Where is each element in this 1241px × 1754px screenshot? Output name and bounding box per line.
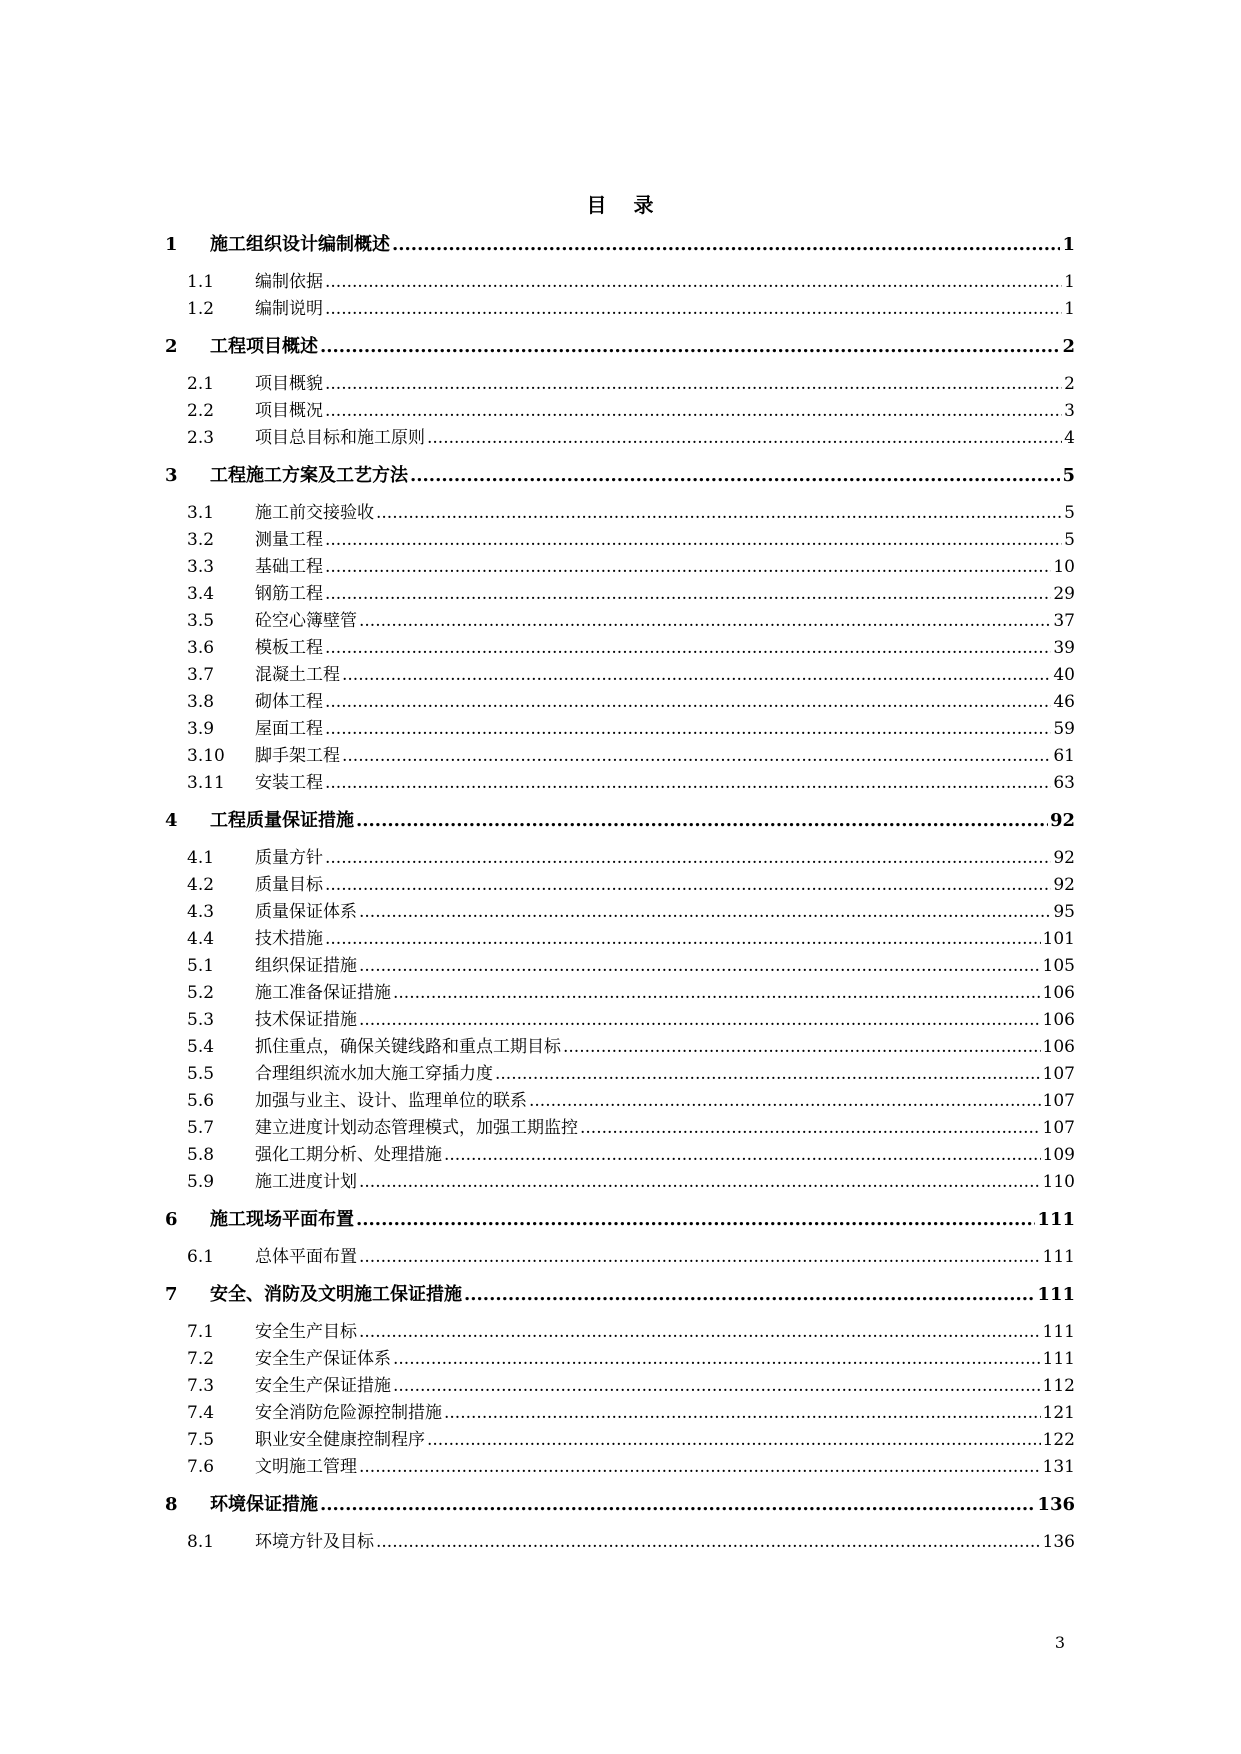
toc-entry-page-number: 122 [1042, 1430, 1075, 1450]
toc-section-entry[interactable] [187, 845, 1075, 872]
toc-entry-title: 钢筋工程 [255, 584, 323, 604]
toc-entry-number: 6.1 [187, 1247, 215, 1267]
toc-entry-number: 3.3 [187, 557, 215, 577]
toc-entry-page-number: 95 [1053, 902, 1075, 922]
toc-title-char-2: 录 [633, 193, 655, 217]
toc-leader-dots [325, 926, 1041, 953]
toc-entry-number: 4.3 [187, 902, 215, 922]
toc-entry-title: 混凝土工程 [255, 665, 340, 685]
toc-entry-number: 7.6 [187, 1457, 215, 1477]
toc-entry-title: 编制依据 [255, 272, 323, 292]
toc-leader-dots [325, 635, 1051, 662]
toc-leader-dots [427, 1427, 1041, 1454]
toc-leader-dots [427, 425, 1062, 452]
toc-leader-dots [359, 1007, 1041, 1034]
toc-entry-page-number: 92 [1053, 848, 1075, 868]
toc-section-entry[interactable] [187, 1061, 1075, 1088]
toc-section-entry[interactable] [187, 1529, 1075, 1556]
toc-entry-page-number: 107 [1042, 1118, 1075, 1138]
toc-entry-title: 安全生产保证体系 [255, 1349, 391, 1369]
toc-entry-title: 施工前交接验收 [255, 503, 374, 523]
toc-entry-title: 环境方针及目标 [255, 1532, 374, 1552]
toc-section-entry[interactable] [187, 398, 1075, 425]
toc-leader-dots [393, 1373, 1041, 1400]
toc-entry-page-number: 107 [1042, 1091, 1075, 1111]
toc-leader-dots [356, 1205, 1035, 1235]
toc-section-entry[interactable] [187, 425, 1075, 452]
toc-entry-page-number: 5 [1064, 503, 1075, 523]
toc-entry-page-number: 61 [1053, 746, 1075, 766]
toc-entry-title: 质量方针 [255, 848, 323, 868]
toc-leader-dots [325, 845, 1051, 872]
toc-section-entry[interactable] [187, 1373, 1075, 1400]
toc-entry-page-number: 101 [1042, 929, 1075, 949]
toc-leader-dots [325, 398, 1062, 425]
toc-entry-page-number: 136 [1042, 1532, 1075, 1552]
toc-section-entry[interactable] [187, 1427, 1075, 1454]
toc-entry-title: 模板工程 [255, 638, 323, 658]
toc-title [0, 190, 1241, 220]
toc-entry-number: 5.9 [187, 1172, 215, 1192]
toc-entry-page-number: 111 [1042, 1322, 1075, 1342]
toc-leader-dots [392, 230, 1060, 260]
toc-entry-title: 安全消防危险源控制措施 [255, 1403, 442, 1423]
toc-entry-page-number: 59 [1053, 719, 1075, 739]
toc-entry-title: 安装工程 [255, 773, 323, 793]
toc-entry-number: 2.3 [187, 428, 215, 448]
toc-leader-dots [325, 296, 1062, 323]
toc-leader-dots [325, 554, 1051, 581]
toc-entry-number: 4.4 [187, 929, 215, 949]
toc-leader-dots [393, 1346, 1041, 1373]
toc-section-entry[interactable] [187, 716, 1075, 743]
toc-entry-title: 施工准备保证措施 [255, 983, 391, 1003]
toc-section-entry[interactable] [187, 1142, 1075, 1169]
toc-chapter-entry[interactable] [165, 1205, 1075, 1235]
toc-leader-dots [320, 332, 1060, 362]
toc-section-entry[interactable] [187, 1034, 1075, 1061]
toc-entry-number: 2 [165, 336, 178, 357]
toc-section-entry[interactable] [187, 899, 1075, 926]
toc-entry-number: 8 [165, 1494, 178, 1515]
toc-leader-dots [444, 1400, 1041, 1427]
toc-section-entry[interactable] [187, 1346, 1075, 1373]
toc-section-entry[interactable] [187, 1400, 1075, 1427]
toc-entry-title: 加强与业主、设计、监理单位的联系 [255, 1091, 527, 1111]
toc-entry-title: 工程施工方案及工艺方法 [210, 465, 408, 486]
toc-leader-dots [342, 743, 1051, 770]
toc-leader-dots [444, 1142, 1041, 1169]
toc-leader-dots [529, 1088, 1041, 1115]
toc-entry-title: 抓住重点，确保关键线路和重点工期目标 [255, 1037, 561, 1057]
toc-entry-title: 施工组织设计编制概述 [210, 234, 390, 255]
toc-entry-page-number: 63 [1053, 773, 1075, 793]
toc-entry-page-number: 2 [1064, 374, 1075, 394]
toc-section-entry[interactable] [187, 554, 1075, 581]
toc-section-entry[interactable] [187, 743, 1075, 770]
toc-section-entry[interactable] [187, 1319, 1075, 1346]
toc-entry-title: 总体平面布置 [255, 1247, 357, 1267]
toc-entry-title: 组织保证措施 [255, 956, 357, 976]
toc-entry-title: 施工现场平面布置 [210, 1209, 354, 1230]
toc-entry-page-number: 29 [1053, 584, 1075, 604]
toc-section-entry[interactable] [187, 953, 1075, 980]
toc-entry-page-number: 10 [1053, 557, 1075, 577]
toc-entry-number: 3 [165, 465, 178, 486]
toc-entry-title: 强化工期分析、处理措施 [255, 1145, 442, 1165]
toc-section-entry[interactable] [187, 689, 1075, 716]
toc-entry-title: 工程质量保证措施 [210, 810, 354, 831]
toc-entry-number: 6 [165, 1209, 178, 1230]
toc-entry-title: 文明施工管理 [255, 1457, 357, 1477]
toc-entry-number: 5.5 [187, 1064, 215, 1084]
toc-entry-number: 5.2 [187, 983, 215, 1003]
toc-entry-number: 3.4 [187, 584, 215, 604]
toc-entry-title: 建立进度计划动态管理模式，加强工期监控 [255, 1118, 578, 1138]
toc-entry-page-number: 136 [1037, 1494, 1075, 1515]
toc-entry-title: 项目概况 [255, 401, 323, 421]
toc-entry-number: 4.2 [187, 875, 215, 895]
toc-entry-number: 7.4 [187, 1403, 215, 1423]
toc-entry-number: 3.6 [187, 638, 215, 658]
toc-entry-title: 环境保证措施 [210, 1494, 318, 1515]
toc-leader-dots [325, 716, 1051, 743]
toc-entry-page-number: 131 [1042, 1457, 1075, 1477]
toc-entry-page-number: 46 [1053, 692, 1075, 712]
toc-entry-title: 技术措施 [255, 929, 323, 949]
toc-section-entry[interactable] [187, 1115, 1075, 1142]
toc-chapter-entry[interactable] [165, 1490, 1075, 1520]
toc-leader-dots [359, 899, 1051, 926]
toc-entry-title: 安全、消防及文明施工保证措施 [210, 1284, 462, 1305]
toc-entry-page-number: 110 [1042, 1172, 1075, 1192]
toc-section-entry[interactable] [187, 1088, 1075, 1115]
toc-entry-page-number: 111 [1042, 1349, 1075, 1369]
toc-entry-page-number: 111 [1042, 1247, 1075, 1267]
toc-entry-title: 工程项目概述 [210, 336, 318, 357]
toc-section-entry[interactable] [187, 500, 1075, 527]
toc-entry-number: 7.5 [187, 1430, 215, 1450]
toc-section-entry[interactable] [187, 1454, 1075, 1481]
toc-entry-number: 2.1 [187, 374, 215, 394]
toc-entry-number: 5.3 [187, 1010, 215, 1030]
toc-entry-page-number: 1 [1064, 272, 1075, 292]
toc-leader-dots [376, 1529, 1041, 1556]
toc-entry-page-number: 1 [1062, 234, 1075, 255]
toc-leader-dots [356, 806, 1048, 836]
toc-section-entry[interactable] [187, 770, 1075, 797]
toc-chapter-entry[interactable] [165, 230, 1075, 260]
toc-chapter-entry[interactable] [165, 806, 1075, 836]
toc-entry-number: 7.2 [187, 1349, 215, 1369]
toc-section-entry[interactable] [187, 980, 1075, 1007]
toc-leader-dots [325, 527, 1062, 554]
toc-section-entry[interactable] [187, 581, 1075, 608]
toc-entry-title: 砼空心簿壁管 [255, 611, 357, 631]
toc-entry-number: 4.1 [187, 848, 215, 868]
toc-entry-page-number: 107 [1042, 1064, 1075, 1084]
toc-title-char-1: 目 [586, 193, 608, 217]
toc-section-entry[interactable] [187, 608, 1075, 635]
toc-leader-dots [359, 953, 1041, 980]
toc-entry-number: 3.9 [187, 719, 215, 739]
toc-entry-number: 5.6 [187, 1091, 215, 1111]
toc-section-entry[interactable] [187, 527, 1075, 554]
toc-section-entry[interactable] [187, 296, 1075, 323]
toc-entry-number: 4 [165, 810, 178, 831]
toc-entry-title: 质量目标 [255, 875, 323, 895]
toc-leader-dots [359, 608, 1051, 635]
toc-entry-number: 2.2 [187, 401, 215, 421]
toc-leader-dots [580, 1115, 1041, 1142]
toc-entry-title: 施工进度计划 [255, 1172, 357, 1192]
toc-leader-dots [359, 1244, 1041, 1271]
toc-entry-page-number: 106 [1042, 983, 1075, 1003]
toc-entry-number: 5.4 [187, 1037, 215, 1057]
toc-entry-title: 基础工程 [255, 557, 323, 577]
toc-leader-dots [325, 689, 1051, 716]
toc-entry-page-number: 39 [1053, 638, 1075, 658]
toc-entry-page-number: 4 [1064, 428, 1075, 448]
toc-entry-title: 编制说明 [255, 299, 323, 319]
toc-entry-page-number: 112 [1042, 1376, 1075, 1396]
toc-entry-page-number: 2 [1062, 336, 1075, 357]
toc-entry-number: 7 [165, 1284, 178, 1305]
toc-section-entry[interactable] [187, 1169, 1075, 1196]
toc-section-entry[interactable] [187, 662, 1075, 689]
toc-leader-dots [410, 461, 1060, 491]
toc-leader-dots [495, 1061, 1041, 1088]
toc-entry-title: 项目总目标和施工原则 [255, 428, 425, 448]
toc-entry-title: 职业安全健康控制程序 [255, 1430, 425, 1450]
toc-leader-dots [320, 1490, 1035, 1520]
toc-entry-number: 3.11 [187, 773, 225, 793]
toc-entry-page-number: 105 [1042, 956, 1075, 976]
toc-entry-number: 1 [165, 234, 178, 255]
toc-entry-title: 砌体工程 [255, 692, 323, 712]
toc-leader-dots [563, 1034, 1041, 1061]
toc-entry-page-number: 92 [1049, 810, 1075, 831]
toc-entry-number: 3.1 [187, 503, 215, 523]
toc-section-entry[interactable] [187, 1244, 1075, 1271]
toc-section-entry[interactable] [187, 1007, 1075, 1034]
toc-entry-page-number: 106 [1042, 1037, 1075, 1057]
toc-section-entry[interactable] [187, 635, 1075, 662]
toc-leader-dots [325, 770, 1051, 797]
page-number: 3 [1054, 1633, 1066, 1652]
toc-chapter-entry[interactable] [165, 461, 1075, 491]
toc-chapter-entry[interactable] [165, 1280, 1075, 1310]
toc-leader-dots [376, 500, 1062, 527]
toc-entry-number: 3.2 [187, 530, 215, 550]
toc-entry-page-number: 121 [1042, 1403, 1075, 1423]
toc-entry-number: 1.1 [187, 272, 215, 292]
toc-leader-dots [359, 1319, 1041, 1346]
toc-entry-title: 质量保证体系 [255, 902, 357, 922]
toc-entry-title: 安全生产目标 [255, 1322, 357, 1342]
toc-entry-page-number: 111 [1037, 1209, 1075, 1230]
toc-entry-page-number: 109 [1042, 1145, 1075, 1165]
toc-leader-dots [464, 1280, 1035, 1310]
toc-entry-title: 安全生产保证措施 [255, 1376, 391, 1396]
toc-section-entry[interactable] [187, 269, 1075, 296]
toc-section-entry[interactable] [187, 371, 1075, 398]
toc-entry-page-number: 37 [1053, 611, 1075, 631]
toc-entry-number: 3.5 [187, 611, 215, 631]
toc-entry-number: 1.2 [187, 299, 215, 319]
toc-entry-number: 5.7 [187, 1118, 215, 1138]
toc-entry-page-number: 1 [1064, 299, 1075, 319]
toc-entry-title: 脚手架工程 [255, 746, 340, 766]
toc-entry-page-number: 5 [1064, 530, 1075, 550]
toc-leader-dots [342, 662, 1051, 689]
toc-entry-number: 5.1 [187, 956, 215, 976]
toc-entry-number: 7.1 [187, 1322, 215, 1342]
toc-entry-title: 屋面工程 [255, 719, 323, 739]
toc-entry-title: 技术保证措施 [255, 1010, 357, 1030]
toc-entry-number: 3.8 [187, 692, 215, 712]
toc-entry-page-number: 111 [1037, 1284, 1075, 1305]
toc-entry-page-number: 40 [1053, 665, 1075, 685]
toc-leader-dots [325, 269, 1062, 296]
toc-entry-title: 合理组织流水加大施工穿插力度 [255, 1064, 493, 1084]
toc-section-entry[interactable] [187, 926, 1075, 953]
toc-section-entry[interactable] [187, 872, 1075, 899]
toc-entry-number: 5.8 [187, 1145, 215, 1165]
toc-entry-page-number: 106 [1042, 1010, 1075, 1030]
toc-leader-dots [325, 371, 1062, 398]
toc-leader-dots [359, 1169, 1041, 1196]
toc-entry-number: 3.10 [187, 746, 225, 766]
toc-entry-page-number: 5 [1062, 465, 1075, 486]
toc-leader-dots [359, 1454, 1041, 1481]
toc-entry-page-number: 3 [1064, 401, 1075, 421]
toc-entry-page-number: 92 [1053, 875, 1075, 895]
toc-chapter-entry[interactable] [165, 332, 1075, 362]
toc-leader-dots [325, 581, 1051, 608]
toc-leader-dots [393, 980, 1041, 1007]
toc-entry-number: 3.7 [187, 665, 215, 685]
toc-entry-number: 8.1 [187, 1532, 215, 1552]
toc-entry-title: 项目概貌 [255, 374, 323, 394]
toc-entry-number: 7.3 [187, 1376, 215, 1396]
toc-entry-title: 测量工程 [255, 530, 323, 550]
toc-leader-dots [325, 872, 1051, 899]
